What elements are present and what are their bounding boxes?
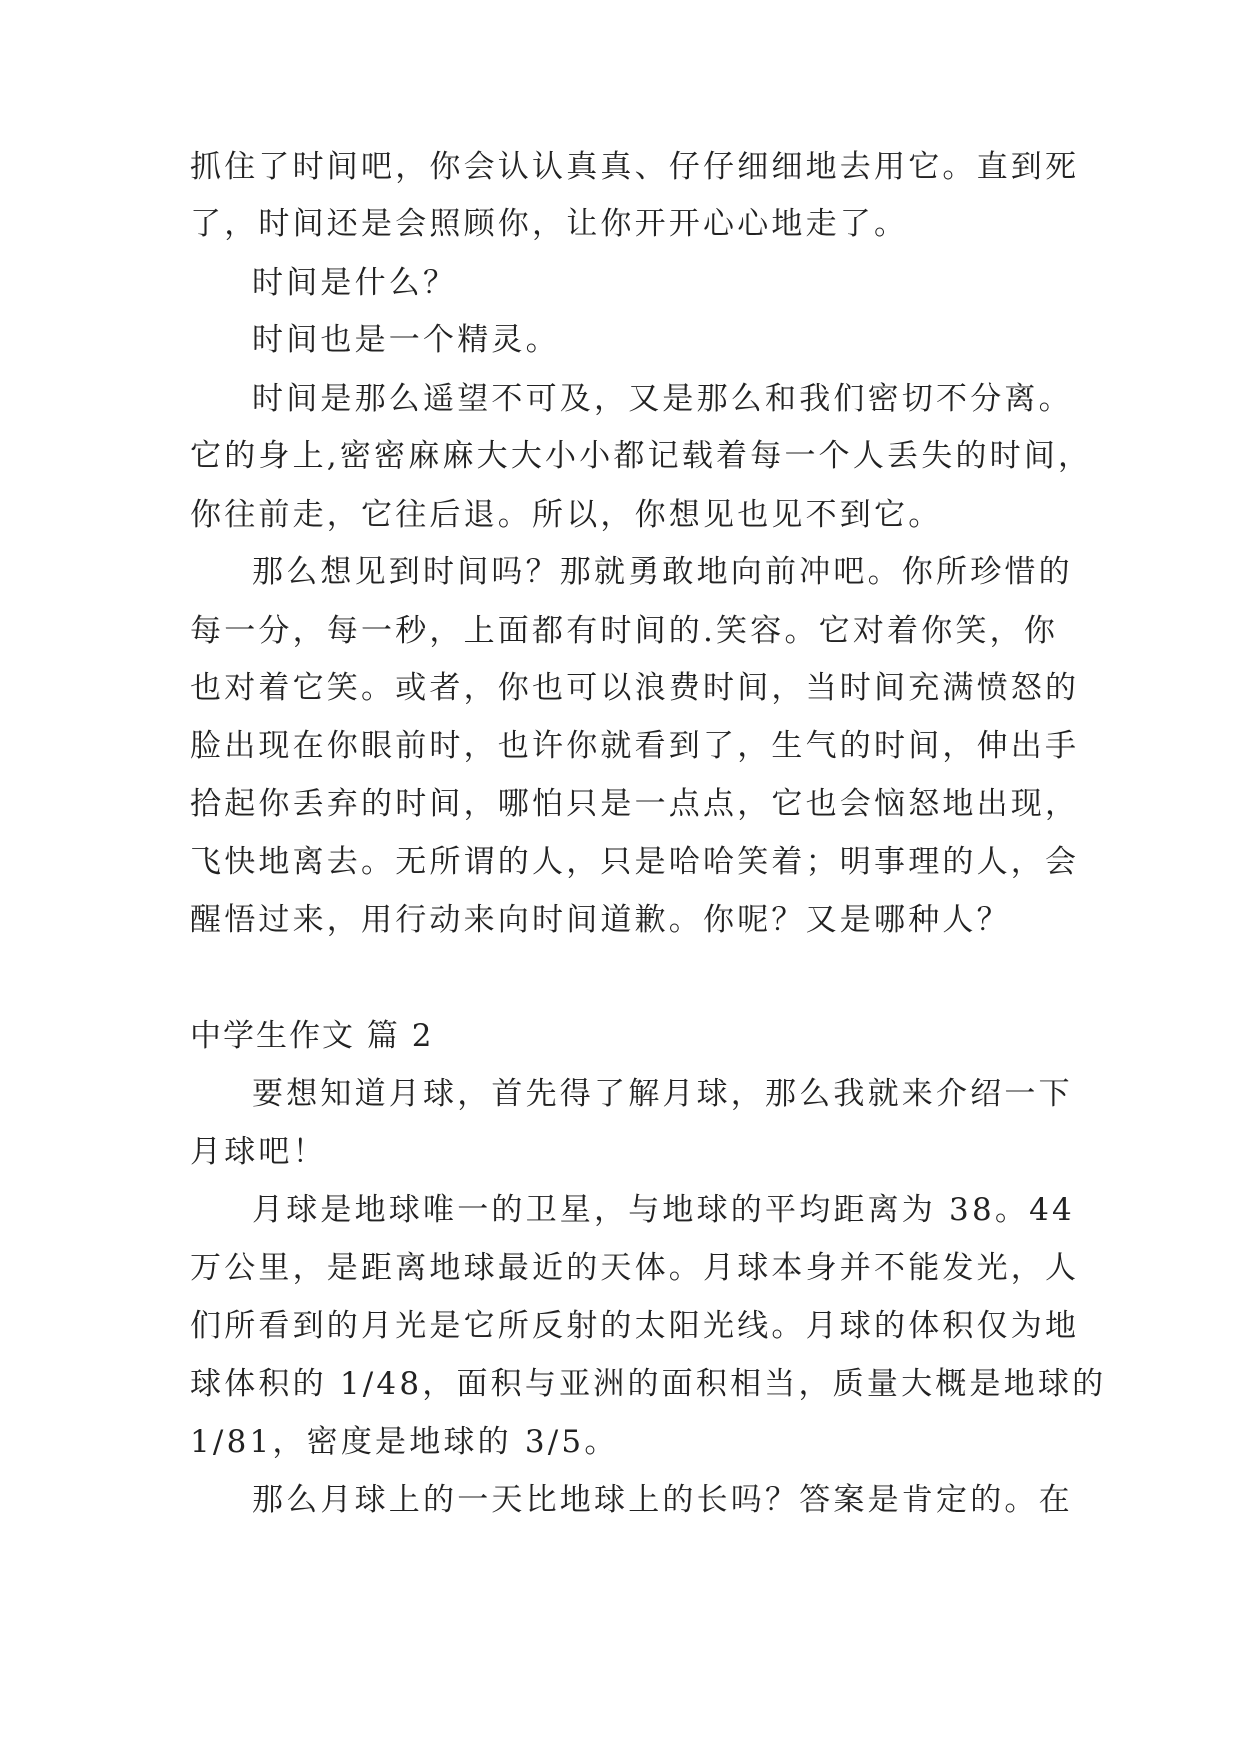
text-line: 那么月球上的一天比地球上的长吗？答案是肯定的。在: [252, 1482, 1073, 1518]
text-line: 时间是那么遥望不可及，又是那么和我们密切不分离。: [252, 381, 1073, 417]
text-line: 你往前走，它往后退。所以，你想见也见不到它。: [190, 497, 943, 533]
text-line: 球体积的 1/48，面积与亚洲的面积相当，质量大概是地球的: [190, 1366, 1107, 1402]
text-line: 月球吧！: [190, 1134, 327, 1170]
section-heading: 中学生作文 篇 2: [190, 1018, 434, 1054]
text-line: 月球是地球唯一的卫星，与地球的平均距离为 38。44: [252, 1192, 1075, 1228]
text-line: 也对着它笑。或者，你也可以浪费时间，当时间充满愤怒的: [190, 670, 1080, 706]
text-line: 醒悟过来，用行动来向时间道歉。你呢？又是哪种人？: [190, 902, 1011, 938]
text-line: 拾起你丢弃的时间，哪怕只是一点点，它也会恼怒地出现，: [190, 786, 1080, 822]
text-line: 那么想见到时间吗？那就勇敢地向前冲吧。你所珍惜的: [252, 554, 1073, 590]
text-line: 1/81，密度是地球的 3/5。: [190, 1424, 619, 1460]
text-line: 要想知道月球，首先得了解月球，那么我就来介绍一下: [252, 1076, 1073, 1112]
text-line: 脸出现在你眼前时，也许你就看到了，生气的时间，伸出手: [190, 728, 1080, 764]
text-line: 每一分，每一秒，上面都有时间的.笑容。它对着你笑，你: [190, 613, 1059, 649]
text-line: 它的身上,密密麻麻大大小小都记载着每一个人丢失的时间，: [190, 438, 1093, 474]
text-line: 时间也是一个精灵。: [252, 322, 560, 358]
text-line: 了，时间还是会照顾你，让你开开心心地走了。: [190, 206, 909, 242]
text-line: 飞快地离去。无所谓的人，只是哈哈笑着；明事理的人，会: [190, 844, 1080, 880]
text-line: 们所看到的月光是它所反射的太阳光线。月球的体积仅为地: [190, 1308, 1080, 1344]
text-line: 时间是什么？: [252, 265, 458, 301]
text-line: 抓住了时间吧，你会认认真真、仔仔细细地去用它。直到死: [190, 149, 1080, 185]
text-line: 万公里，是距离地球最近的天体。月球本身并不能发光，人: [190, 1250, 1080, 1286]
